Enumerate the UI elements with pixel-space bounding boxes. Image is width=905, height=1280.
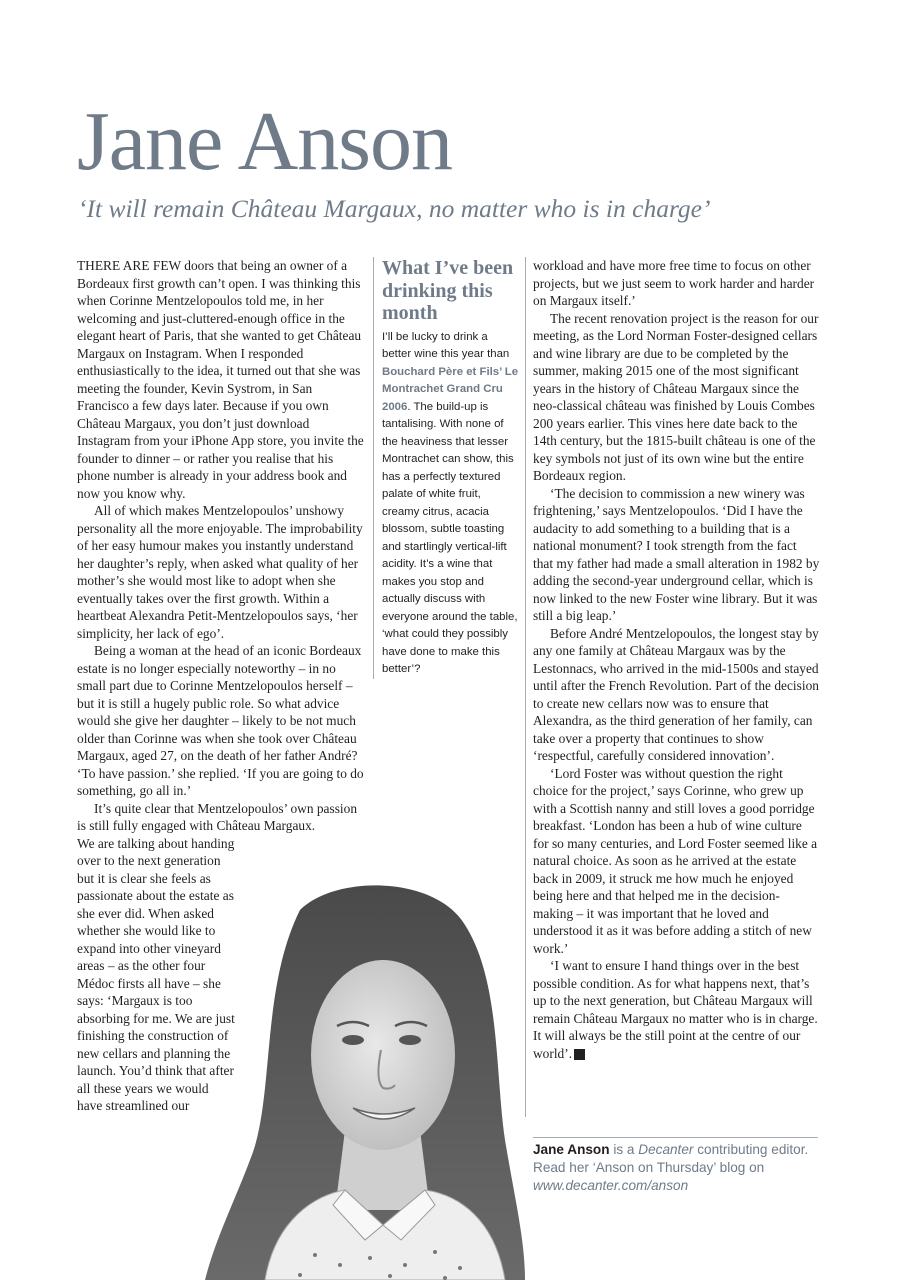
- paragraph-10: ‘I want to ensure I hand things over in the best possible condition. As for what happens next, that’s up to the next generation, but Château Margaux will remain Château Margaux no matter who is in charge. It will always be the still point at the centre of our world’. D: [533, 958, 818, 1061]
- page-subtitle: ‘It will remain Château Margaux, no matter who is in charge’: [78, 194, 711, 223]
- face-shape: [311, 960, 455, 1150]
- paragraph-5: workload and have more free time to focus on other projects, but we just seem to work harder and harder on Margaux itself.’: [533, 258, 815, 308]
- paragraph-6: The recent renovation project is the reason for our meeting, as the Lord Norman Foster-designed cellars and wine library are due to be completed by the summer, making 2015 one of the most significant years in the history of Château Margaux since the neo-classical château was finished by Louis Combes 200 years earlier. This vines here date back to the 14th century, but the 1815-built château is one of the key symbols not just of its own wine but the entire Bordeaux region.: [533, 310, 819, 483]
- publication-name: Decanter: [638, 1142, 694, 1157]
- paragraph-4: It’s quite clear that Mentzelopoulos’ own passion is still fully engaged with Château Margaux.: [77, 800, 358, 833]
- left-eye: [342, 1035, 364, 1045]
- paragraph-9: ‘Lord Foster was without question the right choice for the project,’ says Corinne, who grew up with a Scottish nanny and still loves a good porridge breakfast. ‘London has been a hub of wine culture for so many centuries, and Lord Foster seemed like a natural choice. As soon as he arrived at the estate back in 2009, it struck me how much he enjoyed being here and that helped me in the decision-making – it was important that he loved and understood it as it was before adding a stitch of new work.’: [533, 765, 818, 956]
- author-portrait: [205, 880, 525, 1280]
- paragraph-1: THERE ARE FEW doors that being an owner of a Bordeaux first growth can’t open. I was thinking this when Corinne Mentzelopoulos told me, in her welcoming and just-cluttered-enough office in the elegant heart of Paris, that she wanted to get Château Margaux on Instagram. When I responded enthusiastically to the idea, it turned out that she was meeting the founder, Kevin Systrom, in San Francisco a few days later. Because if you own Château Margaux, you don’t just download Instagram from your iPhone App store, you invite the founder to dinner – or rather you realise that his phone number is already in your address book and now you know why.: [77, 258, 364, 501]
- paragraph-4-continued: We are talking about handing over to the next generation but it is clear she feels as passionate about the estate as she ever did. When asked whether she would like to expand into other vineyard areas – as the other four Médoc firsts all have – she says: ‘Margaux is too absorbing for me. We are just finishing the construction of new cellars and planning the launch. You’d think that after all these years we would have streamlined our: [77, 835, 235, 1113]
- decanter-end-mark-icon: D: [574, 1049, 585, 1060]
- right-eye: [399, 1035, 421, 1045]
- author-bio: Jane Anson is a Decanter contributing editor. Read her ‘Anson on Thursday’ blog on www.decanter.com/anson: [533, 1142, 809, 1193]
- drinking-sidebar: [373, 257, 519, 679]
- bio-divider: [533, 1137, 818, 1138]
- wine-name: Bouchard Père et Fils’ Le Montrachet Grand Cru 2006: [382, 365, 519, 413]
- paragraph-7: ‘The decision to commission a new winery was frightening,’ says Mentzelopoulos. ‘Did I have the audacity to add something to a building that is a national monument? I took strength from the fact that my father had made a small alteration in 1982 by adding the second-year underground cellar, which is now linked to the new Foster wine library. But it was still a big leap.’: [533, 485, 820, 623]
- paragraph-2: All of which makes Mentzelopoulos’ unshowy personality all the more enjoyable. The improbability of her easy humour makes you instantly understand her daughter’s reply, when asked what quality of her mother’s she would most like to adopt when she eventually takes over the first growth. Within a heartbeat Alexandra Petit-Mentzelopoulos says, ‘her simplicity, her lack of ego’.: [77, 503, 363, 641]
- lead-in: THERE ARE FEW: [77, 258, 181, 273]
- sidebar-body: I’ll be lucky to drink a better wine this year than Bouchard Père et Fils’ Le Montrachet Grand Cru 2006. The build-up is tantalising. With none of the heaviness that lesser Montrachet can show, this has a perfectly textured palate of white fruit, creamy citrus, acacia blossom, subtle toasting and startlingly vertical-lift acidity. It’s a wine that makes you stop and actually discuss with everyone around the table, ‘what could they possibly have done to make this better’?: [382, 330, 519, 675]
- article-column-3: [525, 257, 820, 1117]
- blog-link[interactable]: www.decanter.com/anson: [533, 1178, 689, 1193]
- bio-name: Jane Anson: [533, 1142, 610, 1157]
- paragraph-3: Being a woman at the head of an iconic Bordeaux estate is no longer especially noteworthy – in no small part due to Corinne Mentzelopoulos herself – but it is still a hugely public role. So what advice would she give her daughter – likely to be not much older than Corinne was when she took over Château Margaux, aged 27, on the death of her father André? ‘To have passion.’ she replied. ‘If you are going to do something, go all in.’: [77, 643, 364, 798]
- page-title: Jane Anson: [77, 95, 452, 188]
- sidebar-heading: What I’ve been drinking this month: [382, 257, 514, 324]
- paragraph-8: Before André Mentzelopoulos, the longest stay by any one family at Château Margaux was by the Lestonnacs, who arrived in the mid-1500s and stayed until after the French Revolution. Part of the decision to create new cellars now was to ensure that Alexandra, as the third generation of her family, can take over a property that continues to show ‘respectful, carefully considered innovation’.: [533, 625, 819, 763]
